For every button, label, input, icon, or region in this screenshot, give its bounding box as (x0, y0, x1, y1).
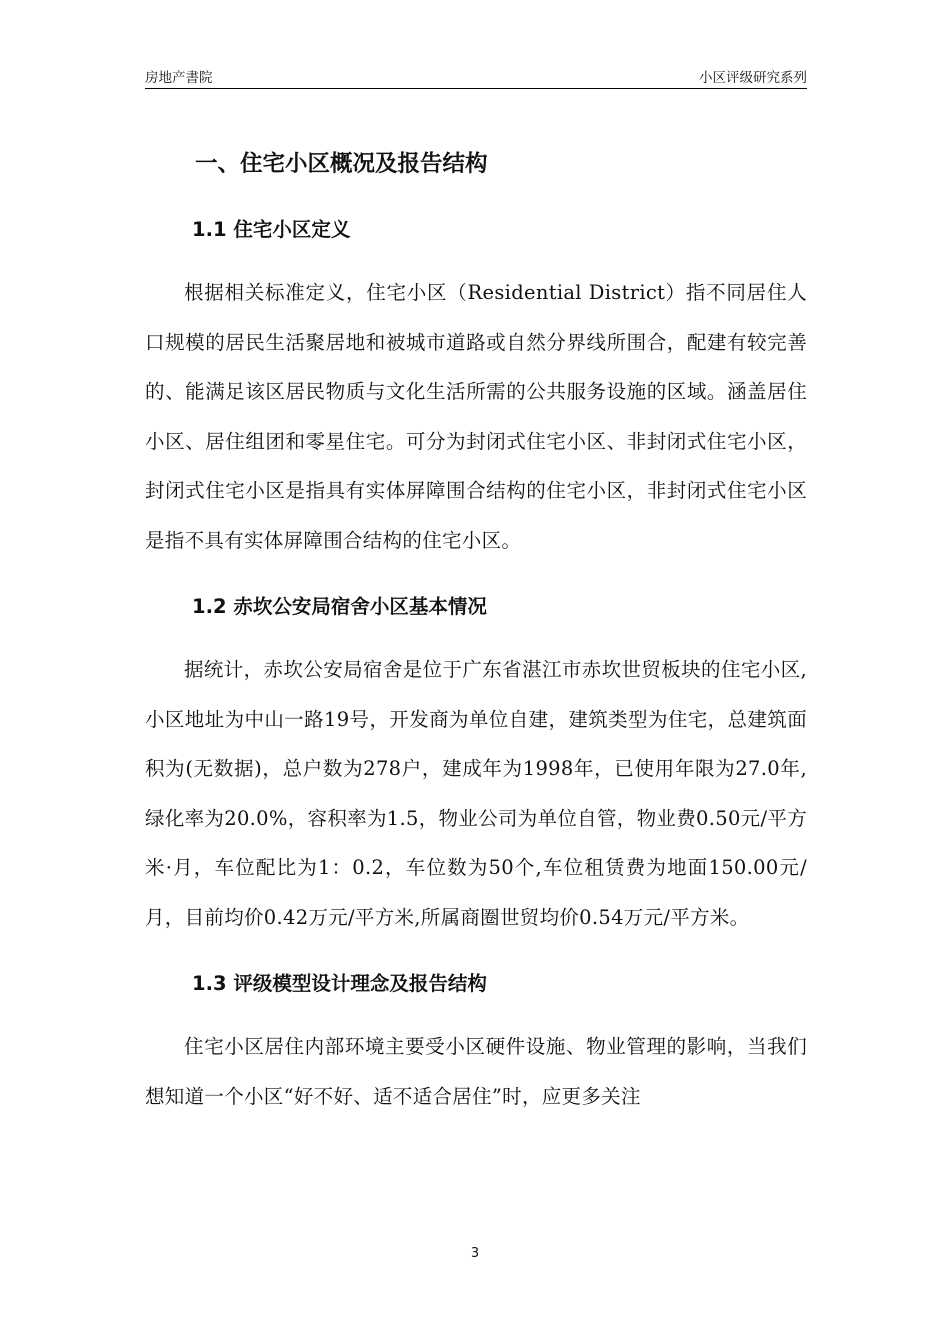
header-left-text: 房地产書院 (145, 70, 213, 86)
section-heading-1-2: 1.2 赤坎公安局宿舍小区基本情况 (192, 595, 487, 618)
chapter-title: 一、住宅小区概况及报告结构 (195, 151, 488, 177)
document-body (145, 140, 807, 1121)
section-paragraph-1-3: 住宅小区居住内部环境主要受小区硬件设施、物业管理的影响，当我们想知道一个小区“好不好、适不适合居住”时，应更多关注 (145, 1035, 807, 1108)
section-heading-1-1: 1.1 住宅小区定义 (192, 218, 351, 241)
section-paragraph-1-1: 根据相关标准定义，住宅小区（Residential District）指不同居住人口规模的居民生活聚居地和被城市道路或自然分界线所围合，配建有较完善的、能满足该区居民物质与文化生活所需的公共服务设施的区域。涵盖居住小区、居住组团和零星住宅。可分为封闭式住宅小区、非封闭式住宅小区，封闭式住宅小区是指具有实体屏障围合结构的住宅小区，非封闭式住宅小区是指不具有实体屏障围合结构的住宅小区。 (145, 281, 807, 552)
page-header (145, 64, 807, 89)
section-paragraph-1-2: 据统计，赤坎公安局宿舍是位于广东省湛江市赤坎世贸板块的住宅小区,小区地址为中山一路19号，开发商为单位自建，建筑类型为住宅，总建筑面积为(无数据)，总户数为278户，建成年为1998年，已使用年限为27.0年,绿化率为20.0%，容积率为1.5，物业公司为单位自管，物业费0.50元/平方米·月，车位配比为1：0.2，车位数为50个,车位租赁费为地面150.00元/月，目前均价0.42万元/平方米,所属商圈世贸均价0.54万元/平方米。 (145, 658, 807, 929)
header-right-text: 小区评级研究系列 (699, 70, 807, 86)
page-number: 3 (470, 1246, 480, 1261)
section-heading-1-3: 1.3 评级模型设计理念及报告结构 (192, 972, 487, 995)
